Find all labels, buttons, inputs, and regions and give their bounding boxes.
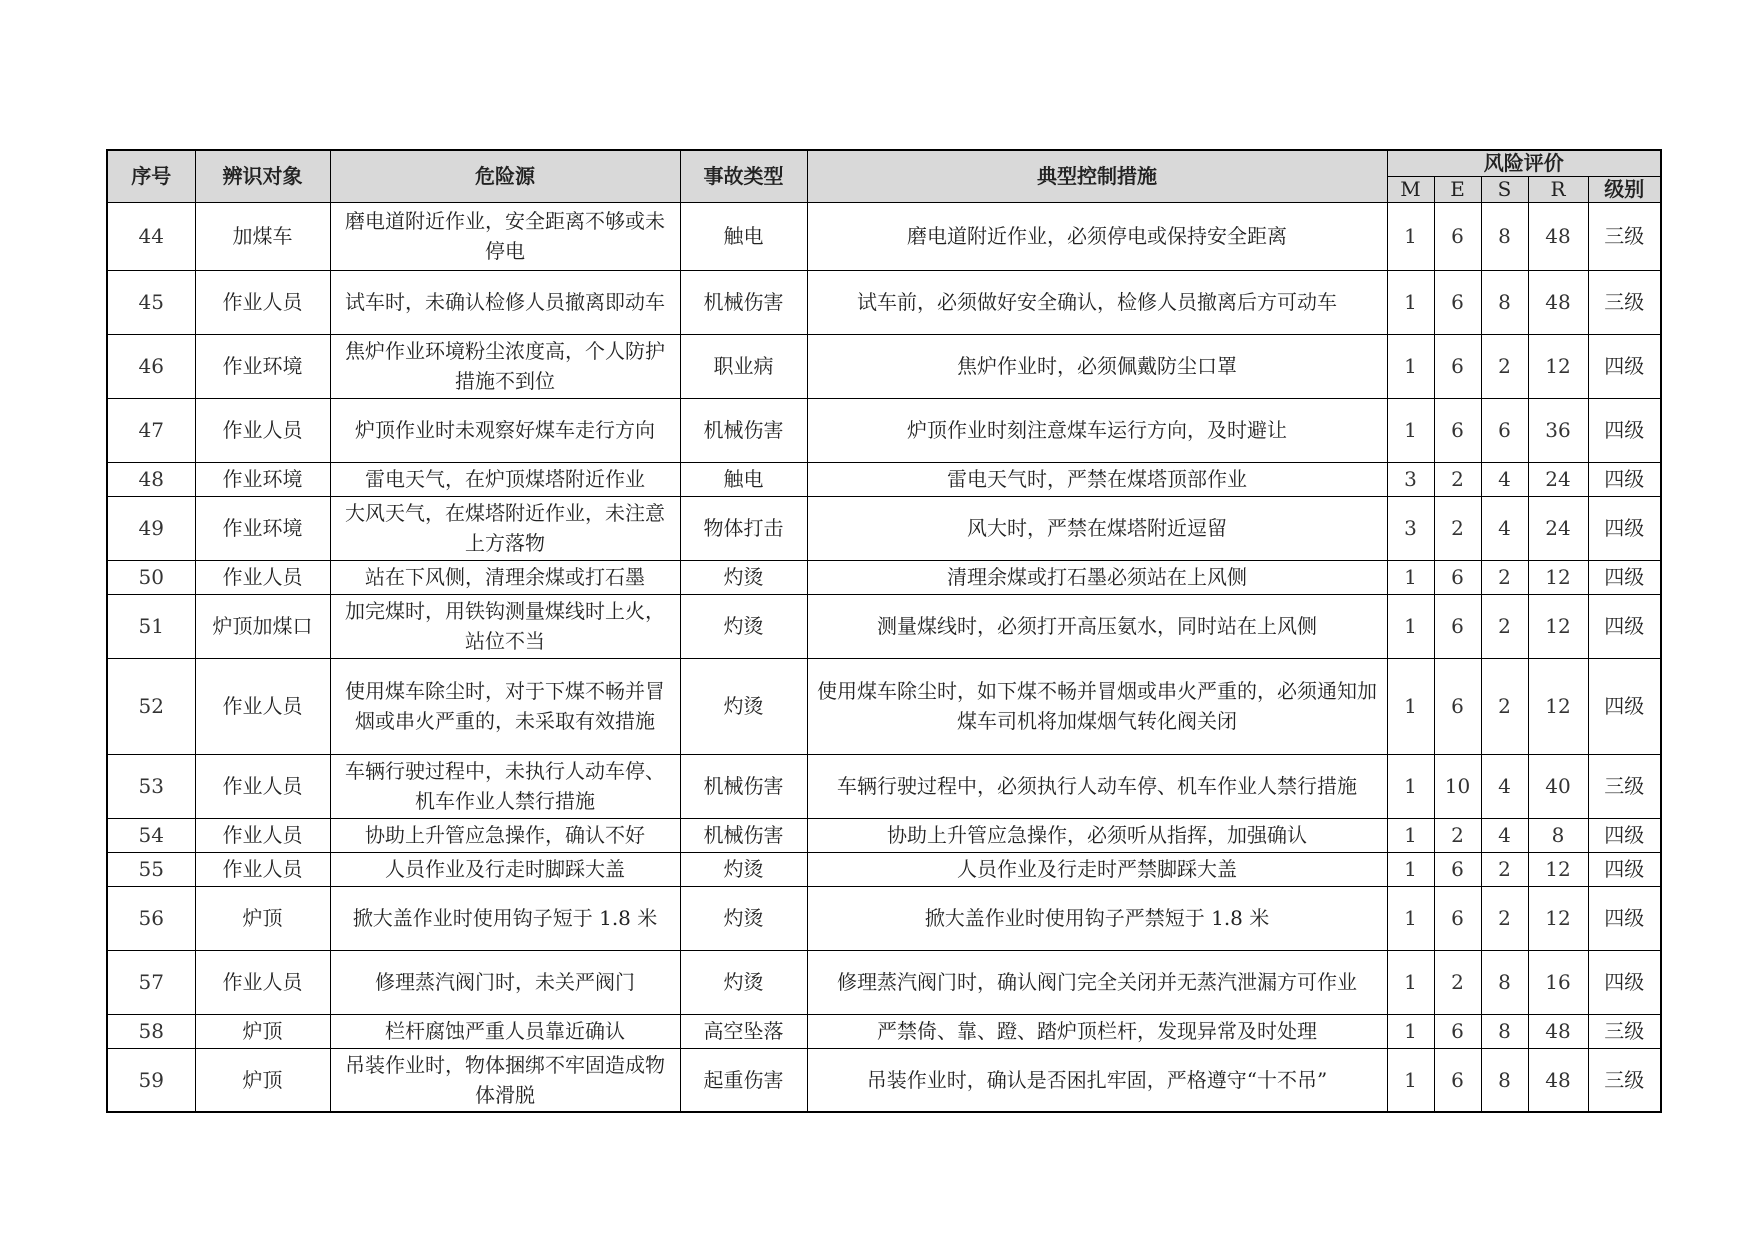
cell-r: 24 [1528,496,1588,560]
cell-accident: 机械伤害 [680,398,807,462]
cell-m: 1 [1387,398,1434,462]
cell-object: 作业环境 [195,496,330,560]
table-row [107,1048,1661,1112]
header-hazard: 危险源 [330,150,680,202]
cell-object: 作业人员 [195,658,330,754]
cell-m: 1 [1387,950,1434,1014]
table-row [107,398,1661,462]
cell-accident: 机械伤害 [680,754,807,818]
cell-control: 清理余煤或打石墨必须站在上风侧 [807,560,1387,594]
cell-accident: 机械伤害 [680,818,807,852]
cell-seq: 47 [107,398,195,462]
cell-r: 12 [1528,852,1588,886]
cell-s: 8 [1481,1014,1528,1048]
cell-level: 四级 [1588,950,1661,1014]
cell-m: 1 [1387,1014,1434,1048]
cell-control: 协助上升管应急操作，必须听从指挥，加强确认 [807,818,1387,852]
cell-seq: 49 [107,496,195,560]
cell-hazard: 焦炉作业环境粉尘浓度高，个人防护措施不到位 [330,334,680,398]
table-row [107,886,1661,950]
cell-e: 6 [1434,886,1481,950]
cell-level: 四级 [1588,886,1661,950]
risk-table-sheet [106,149,1660,1113]
cell-m: 1 [1387,560,1434,594]
cell-object: 炉顶 [195,1014,330,1048]
cell-s: 2 [1481,594,1528,658]
cell-e: 2 [1434,462,1481,496]
table-row [107,270,1661,334]
cell-m: 1 [1387,658,1434,754]
cell-r: 12 [1528,560,1588,594]
header-object: 辨识对象 [195,150,330,202]
cell-seq: 56 [107,886,195,950]
cell-object: 加煤车 [195,202,330,270]
cell-seq: 48 [107,462,195,496]
cell-object: 作业人员 [195,560,330,594]
cell-e: 6 [1434,1014,1481,1048]
cell-seq: 50 [107,560,195,594]
cell-control: 磨电道附近作业，必须停电或保持安全距离 [807,202,1387,270]
cell-s: 8 [1481,950,1528,1014]
cell-m: 1 [1387,818,1434,852]
cell-m: 1 [1387,1048,1434,1112]
cell-accident: 触电 [680,202,807,270]
cell-hazard: 雷电天气，在炉顶煤塔附近作业 [330,462,680,496]
cell-e: 6 [1434,270,1481,334]
cell-seq: 59 [107,1048,195,1112]
table-body [107,202,1661,1112]
cell-m: 1 [1387,886,1434,950]
cell-hazard: 使用煤车除尘时，对于下煤不畅并冒烟或串火严重的，未采取有效措施 [330,658,680,754]
cell-seq: 54 [107,818,195,852]
cell-r: 12 [1528,594,1588,658]
cell-control: 测量煤线时，必须打开高压氨水，同时站在上风侧 [807,594,1387,658]
cell-control: 人员作业及行走时严禁脚踩大盖 [807,852,1387,886]
cell-object: 作业人员 [195,818,330,852]
cell-e: 6 [1434,560,1481,594]
cell-s: 6 [1481,398,1528,462]
cell-s: 2 [1481,560,1528,594]
cell-object: 作业人员 [195,754,330,818]
header-s: S [1481,176,1528,202]
cell-object: 炉顶加煤口 [195,594,330,658]
cell-r: 36 [1528,398,1588,462]
cell-accident: 机械伤害 [680,270,807,334]
cell-hazard: 吊装作业时，物体捆绑不牢固造成物体滑脱 [330,1048,680,1112]
cell-m: 3 [1387,462,1434,496]
cell-e: 2 [1434,818,1481,852]
table-header [107,150,1661,202]
cell-seq: 52 [107,658,195,754]
cell-control: 使用煤车除尘时，如下煤不畅并冒烟或串火严重的，必须通知加煤车司机将加煤烟气转化阀关闭 [807,658,1387,754]
table-row [107,754,1661,818]
cell-r: 48 [1528,270,1588,334]
header-level: 级别 [1588,176,1661,202]
cell-e: 2 [1434,950,1481,1014]
cell-accident: 触电 [680,462,807,496]
table-row [107,818,1661,852]
cell-r: 40 [1528,754,1588,818]
cell-object: 炉顶 [195,1048,330,1112]
cell-r: 48 [1528,202,1588,270]
cell-hazard: 掀大盖作业时使用钩子短于 1.8 米 [330,886,680,950]
cell-object: 作业环境 [195,462,330,496]
cell-accident: 高空坠落 [680,1014,807,1048]
cell-accident: 灼烫 [680,886,807,950]
cell-control: 吊装作业时，确认是否困扎牢固，严格遵守“十不吊” [807,1048,1387,1112]
header-accident-type: 事故类型 [680,150,807,202]
cell-s: 8 [1481,270,1528,334]
cell-e: 6 [1434,334,1481,398]
cell-m: 1 [1387,270,1434,334]
cell-control: 焦炉作业时，必须佩戴防尘口罩 [807,334,1387,398]
cell-hazard: 炉顶作业时未观察好煤车走行方向 [330,398,680,462]
table-row [107,202,1661,270]
cell-object: 作业人员 [195,852,330,886]
cell-level: 三级 [1588,754,1661,818]
cell-level: 四级 [1588,462,1661,496]
cell-e: 6 [1434,398,1481,462]
cell-accident: 灼烫 [680,658,807,754]
cell-e: 6 [1434,202,1481,270]
cell-e: 6 [1434,658,1481,754]
cell-accident: 职业病 [680,334,807,398]
table-row [107,594,1661,658]
cell-control: 车辆行驶过程中，必须执行人动车停、机车作业人禁行措施 [807,754,1387,818]
cell-s: 4 [1481,818,1528,852]
cell-s: 4 [1481,754,1528,818]
cell-m: 1 [1387,852,1434,886]
cell-e: 6 [1434,594,1481,658]
header-e: E [1434,176,1481,202]
table-row [107,1014,1661,1048]
table-row [107,560,1661,594]
header-m: M [1387,176,1434,202]
cell-m: 1 [1387,202,1434,270]
cell-hazard: 大风天气，在煤塔附近作业，未注意上方落物 [330,496,680,560]
cell-s: 2 [1481,886,1528,950]
header-risk-evaluation: 风险评价 [1387,150,1661,176]
cell-control: 试车前，必须做好安全确认，检修人员撤离后方可动车 [807,270,1387,334]
cell-r: 12 [1528,334,1588,398]
cell-object: 作业人员 [195,270,330,334]
cell-seq: 51 [107,594,195,658]
cell-hazard: 修理蒸汽阀门时，未关严阀门 [330,950,680,1014]
cell-control: 严禁倚、靠、蹬、踏炉顶栏杆，发现异常及时处理 [807,1014,1387,1048]
cell-object: 炉顶 [195,886,330,950]
cell-hazard: 站在下风侧，清理余煤或打石墨 [330,560,680,594]
cell-accident: 物体打击 [680,496,807,560]
cell-level: 三级 [1588,202,1661,270]
cell-r: 48 [1528,1048,1588,1112]
cell-m: 1 [1387,334,1434,398]
cell-s: 2 [1481,334,1528,398]
cell-level: 四级 [1588,852,1661,886]
cell-accident: 灼烫 [680,594,807,658]
cell-control: 炉顶作业时刻注意煤车运行方向，及时避让 [807,398,1387,462]
cell-seq: 44 [107,202,195,270]
cell-accident: 起重伤害 [680,1048,807,1112]
cell-object: 作业人员 [195,950,330,1014]
cell-hazard: 人员作业及行走时脚踩大盖 [330,852,680,886]
table-row [107,950,1661,1014]
header-seq: 序号 [107,150,195,202]
risk-assessment-table [106,149,1662,1113]
cell-seq: 45 [107,270,195,334]
cell-s: 2 [1481,658,1528,754]
cell-hazard: 加完煤时，用铁钩测量煤线时上火，站位不当 [330,594,680,658]
cell-level: 四级 [1588,594,1661,658]
table-row [107,334,1661,398]
cell-hazard: 协助上升管应急操作，确认不好 [330,818,680,852]
cell-level: 三级 [1588,270,1661,334]
cell-hazard: 栏杆腐蚀严重人员靠近确认 [330,1014,680,1048]
cell-seq: 55 [107,852,195,886]
cell-e: 10 [1434,754,1481,818]
table-row [107,852,1661,886]
cell-control: 修理蒸汽阀门时，确认阀门完全关闭并无蒸汽泄漏方可作业 [807,950,1387,1014]
cell-object: 作业环境 [195,334,330,398]
cell-accident: 灼烫 [680,852,807,886]
cell-m: 1 [1387,754,1434,818]
cell-object: 作业人员 [195,398,330,462]
cell-level: 四级 [1588,334,1661,398]
table-row [107,658,1661,754]
cell-m: 3 [1387,496,1434,560]
cell-hazard: 磨电道附近作业，安全距离不够或未停电 [330,202,680,270]
header-r: R [1528,176,1588,202]
cell-s: 8 [1481,1048,1528,1112]
cell-seq: 57 [107,950,195,1014]
cell-control: 风大时，严禁在煤塔附近逗留 [807,496,1387,560]
cell-control: 掀大盖作业时使用钩子严禁短于 1.8 米 [807,886,1387,950]
cell-seq: 53 [107,754,195,818]
cell-e: 2 [1434,496,1481,560]
cell-accident: 灼烫 [680,560,807,594]
cell-accident: 灼烫 [680,950,807,1014]
cell-e: 6 [1434,1048,1481,1112]
cell-level: 四级 [1588,560,1661,594]
cell-level: 四级 [1588,496,1661,560]
cell-seq: 58 [107,1014,195,1048]
cell-control: 雷电天气时，严禁在煤塔顶部作业 [807,462,1387,496]
cell-hazard: 试车时，未确认检修人员撤离即动车 [330,270,680,334]
cell-r: 24 [1528,462,1588,496]
cell-m: 1 [1387,594,1434,658]
cell-level: 三级 [1588,1048,1661,1112]
cell-r: 16 [1528,950,1588,1014]
cell-e: 6 [1434,852,1481,886]
cell-r: 48 [1528,1014,1588,1048]
cell-s: 8 [1481,202,1528,270]
table-row [107,462,1661,496]
cell-level: 三级 [1588,1014,1661,1048]
cell-s: 4 [1481,496,1528,560]
cell-level: 四级 [1588,658,1661,754]
header-control-measures: 典型控制措施 [807,150,1387,202]
cell-r: 12 [1528,886,1588,950]
cell-seq: 46 [107,334,195,398]
cell-level: 四级 [1588,398,1661,462]
cell-r: 12 [1528,658,1588,754]
cell-hazard: 车辆行驶过程中，未执行人动车停、机车作业人禁行措施 [330,754,680,818]
cell-s: 4 [1481,462,1528,496]
cell-s: 2 [1481,852,1528,886]
cell-level: 四级 [1588,818,1661,852]
cell-r: 8 [1528,818,1588,852]
table-row [107,496,1661,560]
